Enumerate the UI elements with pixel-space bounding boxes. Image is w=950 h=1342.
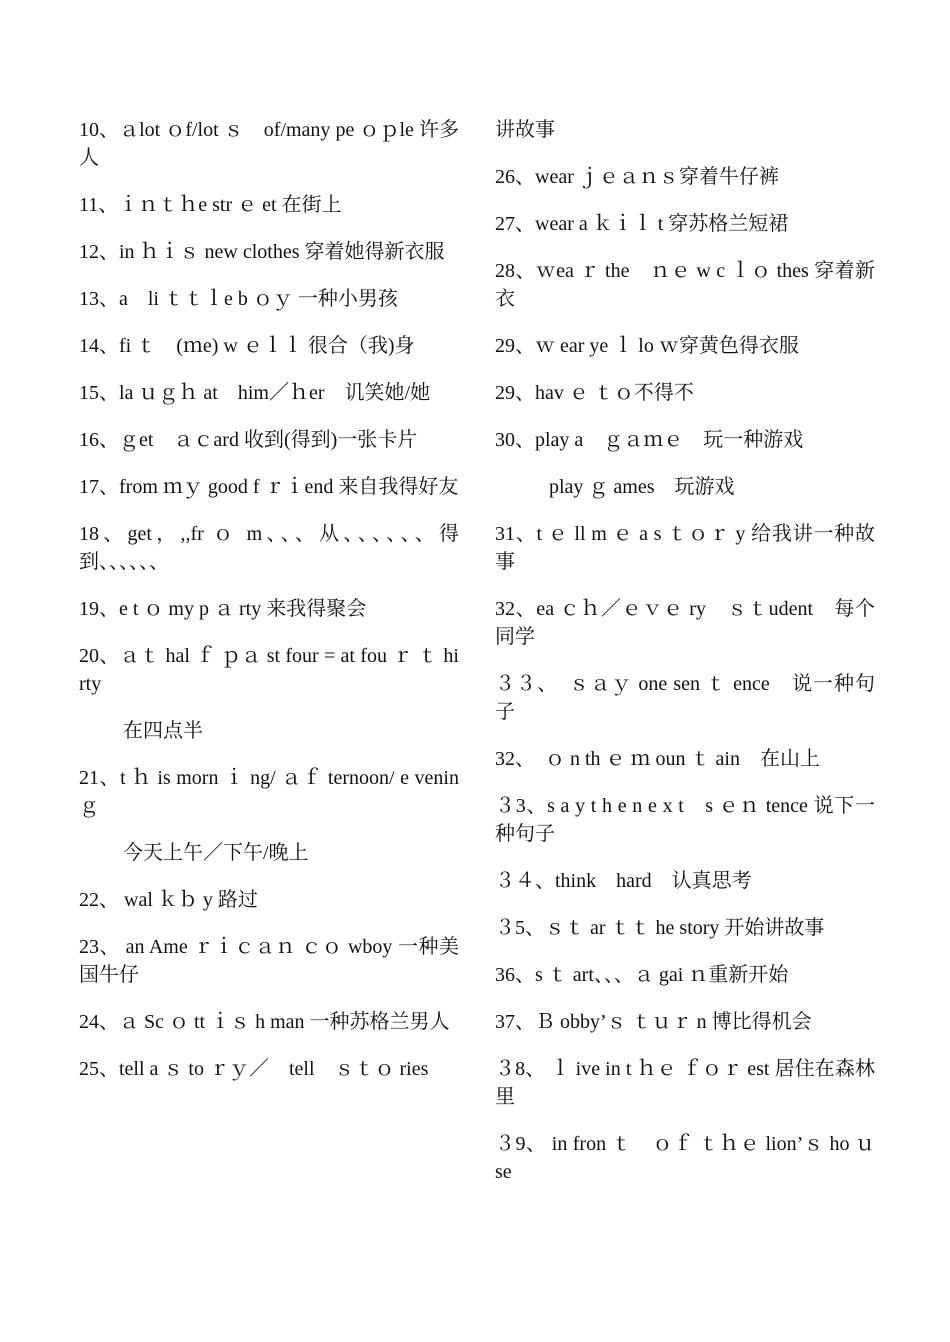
vocab-entry: 25、tell a ｓ to ｒｙ／ tell ｓｔｏ ries — [79, 1058, 429, 1080]
vocab-entry: 26、wear ｊｅａｎｓ穿着牛仔裤 — [495, 166, 779, 188]
vocab-entry: 28、ｗea ｒ the ｎｅ w c ｌｏ thes 穿着新衣 — [495, 260, 875, 310]
vocab-entry: ３４、think hard 认真思考 — [495, 870, 752, 892]
right-column — [495, 116, 875, 1205]
vocab-entry: 17、from ｍｙ good f ｒｉend 来自我得好友 — [79, 476, 459, 498]
vocab-entry: 37、Ｂ obby’ｓ ｔｕｒ n 博比得机会 — [495, 1011, 812, 1033]
vocab-entry: 24、ａ Sc ｏ tt ｉｓ h man 一种苏格兰男人 — [79, 1011, 450, 1033]
vocab-entry: 19、e t ｏ my p ａ rty 来我得聚会 — [79, 598, 367, 620]
vocab-entry: 29、hav ｅ ｔｏ不得不 — [495, 382, 694, 404]
vocab-entry: 16、ｇet ａｃard 收到(得到)一张卡片 — [79, 429, 418, 451]
vocab-entry: 21、t ｈ is morn ｉ ng/ ａｆ ternoon/ e venin ｇ — [79, 767, 459, 817]
vocab-entry: 30、play a ｇａｍｅ 玩一种游戏 — [495, 429, 804, 451]
vocab-entry: 18、get，,,fr ｏ m、、、从、、、、、、得到、、、、、、 — [79, 523, 459, 573]
vocab-entry: ３3、s a y t h e n e x t s ｅｎ tence 说下一种句子 — [495, 795, 875, 845]
vocab-entry-continued: 讲故事 — [495, 119, 555, 141]
vocab-entry: 12、in ｈｉｓ new clothes 穿着她得新衣服 — [79, 241, 445, 263]
vocab-entry: 27、wear a ｋｉｌ t 穿苏格兰短裙 — [495, 213, 789, 235]
vocab-entry: 29、ｗ ear ye ｌ lo ｗ穿黄色得衣服 — [495, 335, 799, 357]
vocab-entry: 11、ｉｎｔｈe str ｅ et 在街上 — [79, 194, 342, 216]
vocab-entry: 13、a li ｔｔｌe b ｏｙ 一种小男孩 — [79, 288, 398, 310]
vocab-entry: 22、 wal ｋｂ y 路过 — [79, 889, 258, 911]
vocab-entry: ３9、 in fron ｔ ｏｆ ｔｈｅ lion’ｓ ho ｕ se — [495, 1133, 875, 1183]
vocab-entry: 15、la ｕｇｈ at him／ｈer 讥笑她/她 — [79, 382, 431, 404]
vocab-entry: ３３、 ｓａｙ one sen ｔ ence 说一种句子 — [495, 673, 875, 723]
vocab-translation: 在四点半 — [123, 720, 203, 742]
vocab-entry: 14、fi ｔ (ｍe) w ｅｌｌ 很合（我)身 — [79, 335, 415, 357]
vocab-entry: 10、ａlot ｏf/lot ｓ of/many pe ｏｐle 许多人 — [79, 119, 459, 169]
vocab-entry-sub: play ｇ ames 玩游戏 — [549, 476, 735, 498]
vocab-entry: ３5、ｓｔ ar ｔｔ he story 开始讲故事 — [495, 917, 825, 939]
vocab-entry: 20、ａｔ hal ｆ ｐａ st four = at fou ｒ ｔ hirty — [79, 645, 459, 695]
vocab-translation: 今天上午／下午/晚上 — [123, 842, 309, 864]
vocab-entry: 36、s ｔ art、、、ａ gai ｎ重新开始 — [495, 964, 789, 986]
vocab-entry: 23、 an Ame ｒｉｃａｎ ｃｏ wboy 一种美国牛仔 — [79, 936, 459, 986]
vocab-entry: 32、ea ｃｈ／ｅｖｅ ry ｓｔudent 每个同学 — [495, 598, 875, 648]
vocab-entry: ３8、 ｌ ive in t ｈｅ ｆｏｒ est 居住在森林里 — [495, 1058, 875, 1108]
vocab-entry: 31、t ｅ ll m ｅ a s ｔｏｒ y 给我讲一种故事 — [495, 523, 875, 573]
vocab-entry: 32、 ｏ n th ｅ ｍ oun ｔ ain 在山上 — [495, 748, 820, 770]
left-column — [79, 116, 459, 1102]
